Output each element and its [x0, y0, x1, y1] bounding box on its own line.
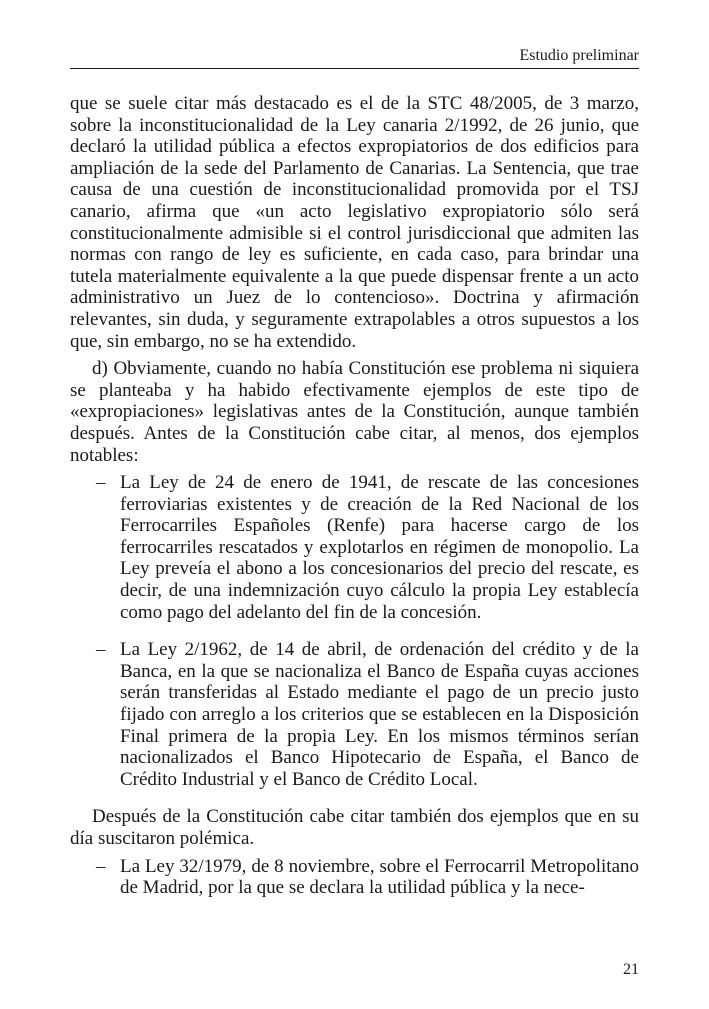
- page-number: 21: [623, 961, 639, 978]
- running-title: Estudio preliminar: [519, 47, 639, 64]
- list-item-ley-32-1979: [70, 856, 639, 899]
- list-item-ley-2-1962: [70, 639, 639, 790]
- paragraph-post-constitution-intro: Después de la Constitución cabe citar también dos ejemplos que en su día suscitaron polémica.: [70, 806, 639, 849]
- dash-marker: –: [96, 472, 106, 494]
- dash-marker: –: [96, 855, 106, 877]
- pre-constitution-examples-list: [70, 472, 639, 790]
- paragraph-examples-intro: d) Obviamente, cuando no había Constitución ese problema ni siquiera se planteaba y ha habido efectivamente ejemplos de este tipo de «expropiaciones» legislativas antes de la Constitución, aunque también después. Antes de la Constitución cabe citar, al menos, dos ejemplos notables:: [70, 358, 639, 466]
- post-constitution-examples-list: [70, 856, 639, 899]
- list-item-text: La Ley 2/1962, de 14 de abril, de ordenación del crédito y de la Banca, en la que se nacionaliza el Banco de España cuyas acciones serán transferidas al Estado mediante el pago de un precio justo fijado con arreglo a los criterios que se establecen en la Disposición Final primera de la propia Ley. En los mismos términos serían nacionalizados el Banco Hipotecario de España, el Banco de Crédito Industrial y el Banco de Crédito Local.: [120, 639, 639, 790]
- running-header: [70, 46, 639, 69]
- list-item-text: La Ley de 24 de enero de 1941, de rescate de las concesiones ferroviarias existentes y de creación de la Red Nacional de los Ferrocarriles Españoles (Renfe) para hacerse cargo de los ferrocarriles rescatados y explotarlos en régimen de monopolio. La Ley preveía el abono a los concesionarios del precio del rescate, es decir, de una indemnización cuyo cálculo la propia Ley establecía como pago del adelanto del fin de la concesión.: [120, 472, 639, 623]
- list-item-text: La Ley 32/1979, de 8 noviembre, sobre el Ferrocarril Metropolitano de Madrid, por la que se declara la utilidad pública y la nece-: [120, 855, 639, 899]
- list-item-ley-1941: [70, 472, 639, 623]
- paragraph-stc-48-2005: que se suele citar más destacado es el de la STC 48/2005, de 3 marzo, sobre la inconstitucionalidad de la Ley canaria 2/1992, de 26 junio, que declaró la utilidad pública a efectos expropiatorios de dos edificios para ampliación de la sede del Parlamento de Canarias. La Sentencia, que trae causa de una cuestión de inconstitucionalidad promovida por el TSJ canario, afirma que «un acto legislativo expropiatorio sólo será constitucionalmente admisible si el control jurisdiccional que admiten las normas con rango de ley es suficiente, en cada caso, para brindar una tutela materialmente equivalente a la que puede dispensar frente a un acto administrativo un Juez de lo contencioso». Doctrina y afirmación relevantes, sin duda, y seguramente extrapolables a otros supuestos a los que, sin embargo, no se ha extendido.: [70, 93, 639, 352]
- dash-marker: –: [96, 639, 106, 661]
- page-body: [70, 93, 639, 899]
